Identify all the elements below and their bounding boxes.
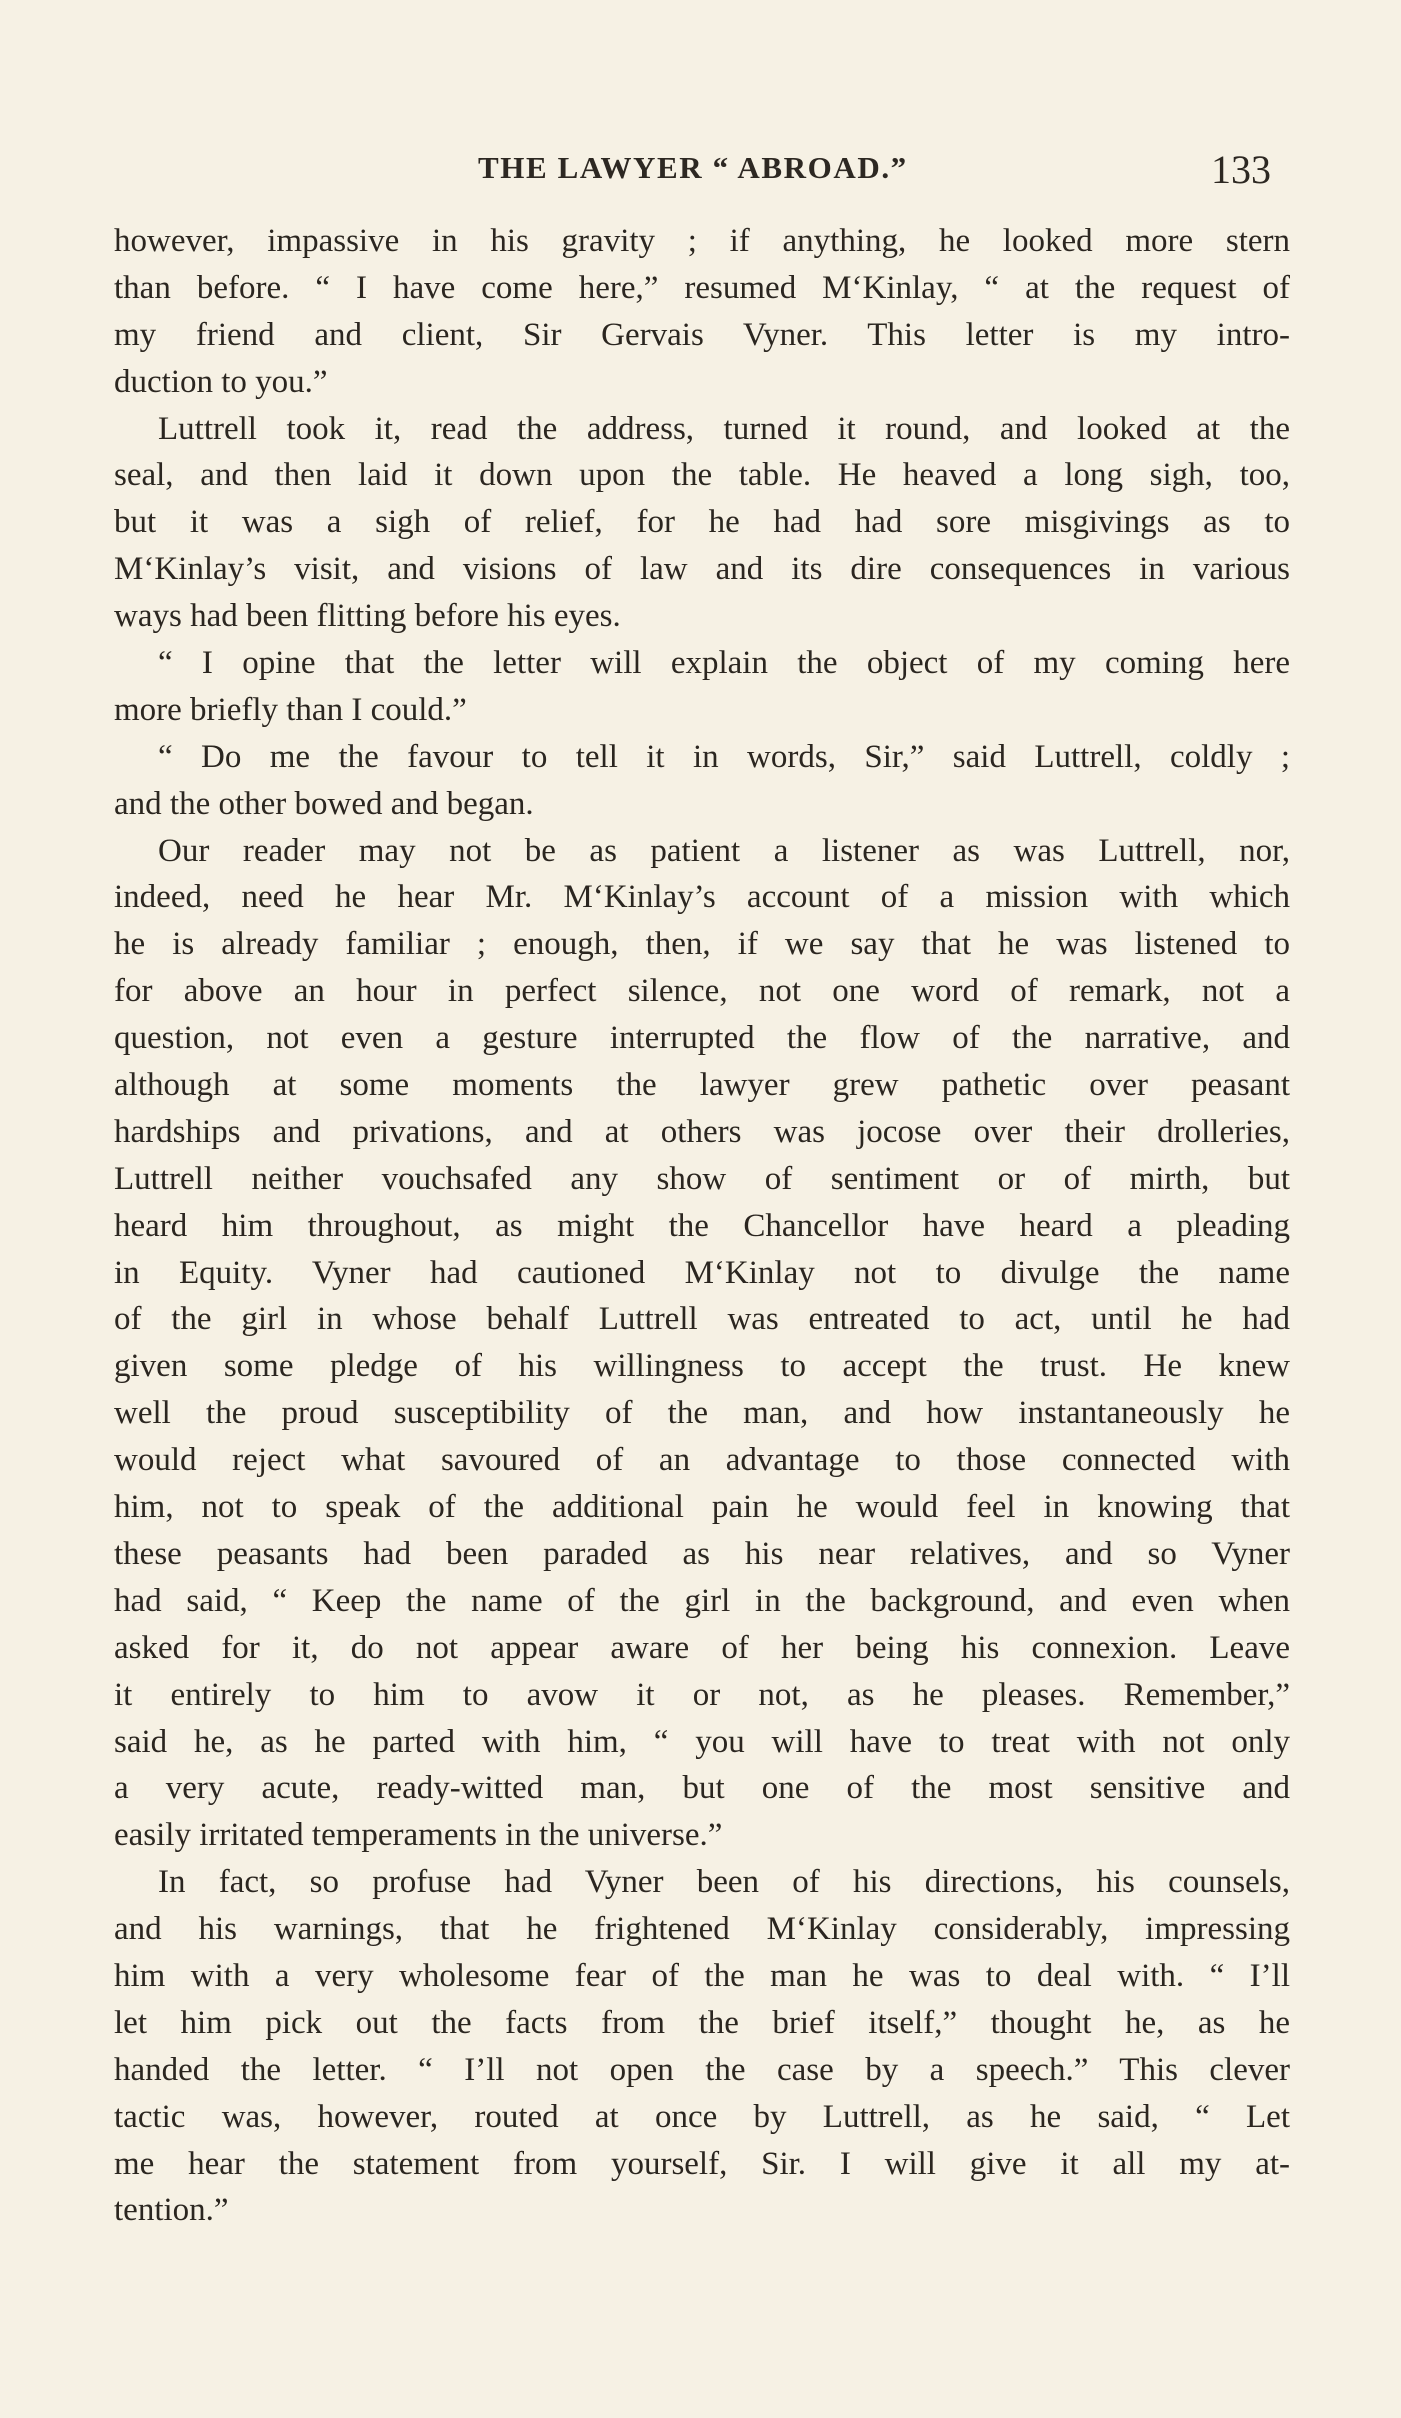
paragraph xyxy=(114,1859,1290,2234)
text-line: heard him throughout, as might the Chancellor have heard a pleading xyxy=(114,1207,1290,1244)
text-line: Luttrell neither vouchsafed any show of sentiment or of mirth, but xyxy=(114,1160,1290,1197)
text-line: indeed, need he hear Mr. M‘Kinlay’s account of a mission with which xyxy=(114,879,1290,916)
text-line: M‘Kinlay’s visit, and visions of law and its dire consequences in various xyxy=(114,551,1290,588)
text-line: a very acute, ready-witted man, but one of the most sensitive and xyxy=(114,1770,1290,1807)
running-head xyxy=(0,147,1401,200)
text-line: easily irritated temperaments in the universe.” xyxy=(114,1817,723,1854)
text-line: he is already familiar ; enough, then, if we say that he was listened to xyxy=(114,926,1290,963)
text-line: tactic was, however, routed at once by Luttrell, as he said, “ Let xyxy=(114,2098,1290,2135)
text-line: him, not to speak of the additional pain he would feel in knowing that xyxy=(114,1489,1290,1526)
text-line: my friend and client, Sir Gervais Vyner. This letter is my intro- xyxy=(114,316,1290,353)
text-line: Luttrell took it, read the address, turned it round, and looked at the xyxy=(158,410,1290,447)
text-line: question, not even a gesture interrupted the flow of the narrative, and xyxy=(114,1020,1290,1057)
text-line: more briefly than I could.” xyxy=(114,691,467,728)
text-line: but it was a sigh of relief, for he had had sore misgivings as to xyxy=(114,504,1290,541)
text-line: and the other bowed and began. xyxy=(114,785,534,822)
text-line: In fact, so profuse had Vyner been of his directions, his counsels, xyxy=(158,1864,1290,1901)
paragraph xyxy=(114,734,1290,828)
text-line: given some pledge of his willingness to accept the trust. He knew xyxy=(114,1348,1290,1385)
text-line: tention.” xyxy=(114,2192,229,2229)
running-title: THE LAWYER “ ABROAD.” xyxy=(478,150,908,185)
text-line: however, impassive in his gravity ; if anything, he looked more stern xyxy=(114,223,1290,259)
text-line: would reject what savoured of an advantage to those connected with xyxy=(114,1442,1290,1479)
text-line: ways had been flitting before his eyes. xyxy=(114,598,621,635)
text-line: handed the letter. “ I’ll not open the case by a speech.” This clever xyxy=(114,2051,1290,2088)
text-line: for above an hour in perfect silence, not one word of remark, not a xyxy=(114,973,1290,1010)
paragraph xyxy=(114,218,1290,406)
text-line: well the proud susceptibility of the man, and how instantaneously he xyxy=(114,1395,1290,1432)
text-line: “ I opine that the letter will explain the object of my coming here xyxy=(158,645,1290,682)
text-line: hardships and privations, and at others was jocose over their drolleries, xyxy=(114,1113,1290,1150)
page-number: 133 xyxy=(1211,147,1271,192)
body-text xyxy=(114,218,1290,2234)
text-line: had said, “ Keep the name of the girl in the background, and even when xyxy=(114,1582,1290,1619)
text-line: these peasants had been paraded as his near relatives, and so Vyner xyxy=(114,1535,1290,1572)
text-line: although at some moments the lawyer grew pathetic over peasant xyxy=(114,1067,1290,1104)
text-line: than before. “ I have come here,” resumed M‘Kinlay, “ at the request of xyxy=(114,269,1290,306)
paragraph xyxy=(114,828,1290,1860)
paragraph xyxy=(114,406,1290,640)
paragraph xyxy=(114,640,1290,734)
text-line: duction to you.” xyxy=(114,363,328,400)
text-line: seal, and then laid it down upon the table. He heaved a long sigh, too, xyxy=(114,457,1290,494)
text-line: let him pick out the facts from the brief itself,” thought he, as he xyxy=(114,2004,1290,2041)
text-line: said he, as he parted with him, “ you will have to treat with not only xyxy=(114,1723,1290,1760)
text-line: and his warnings, that he frightened M‘Kinlay considerably, impressing xyxy=(114,1911,1290,1948)
text-line: of the girl in whose behalf Luttrell was entreated to act, until he had xyxy=(114,1301,1290,1338)
text-line: Our reader may not be as patient a listener as was Luttrell, nor, xyxy=(158,832,1290,869)
text-line: it entirely to him to avow it or not, as he pleases. Remember,” xyxy=(114,1676,1290,1713)
text-line: me hear the statement from yourself, Sir. I will give it all my at- xyxy=(114,2145,1290,2182)
text-line: him with a very wholesome fear of the man he was to deal with. “ I’ll xyxy=(114,1957,1290,1994)
text-line: in Equity. Vyner had cautioned M‘Kinlay not to divulge the name xyxy=(114,1254,1290,1291)
text-line: “ Do me the favour to tell it in words, Sir,” said Luttrell, coldly ; xyxy=(158,738,1290,775)
text-line: asked for it, do not appear aware of her being his connexion. Leave xyxy=(114,1629,1290,1666)
